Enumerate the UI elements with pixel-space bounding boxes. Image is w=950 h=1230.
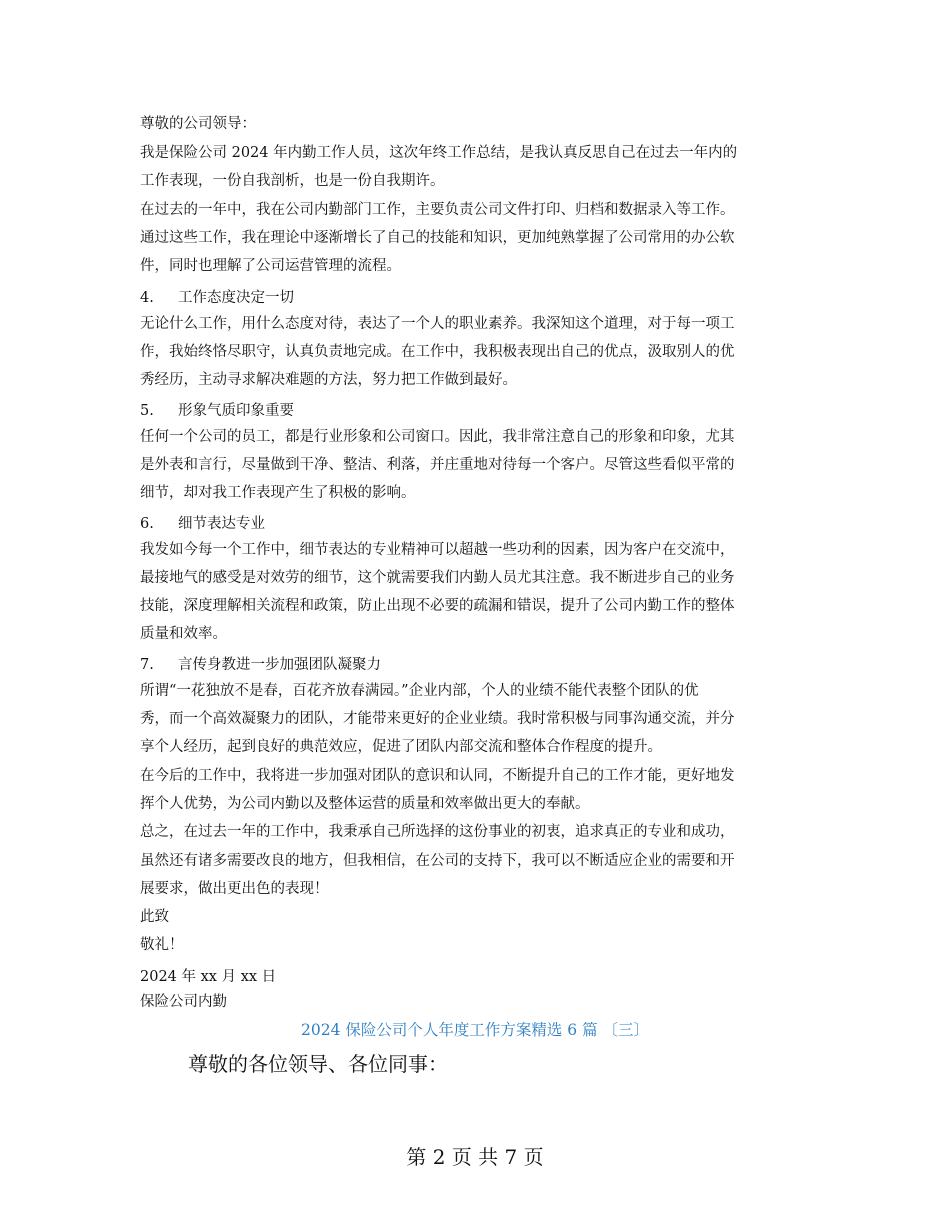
- section-line: 秀经历，主动寻求解决难题的方法，努力把工作做到最好。: [140, 372, 517, 388]
- next-article-greeting: 尊敬的各位领导、各位同事：: [188, 1052, 448, 1076]
- page-footer: 第 2 页 共 7 页: [406, 1145, 544, 1169]
- section-title: 言传身教进一步加强团队凝聚力: [178, 657, 381, 673]
- section-number: 7.: [140, 657, 154, 673]
- section-line: 秀，而一个高效凝聚力的团队，才能带来更好的企业业绩。我时常积极与同事沟通交流，并分: [140, 711, 735, 727]
- section-line: 所谓“一花独放不是春，百花齐放春满园。”企业内部，个人的业绩不能代表整个团队的优: [140, 683, 699, 699]
- section-line: 作，我始终恪尽职守，认真负责地完成。在工作中，我积极表现出自己的优点，汲取别人的优: [140, 344, 735, 360]
- intro-line: 工作表现，一份自我剖析，也是一份自我期许。: [140, 173, 445, 189]
- future-line: 挥个人优势，为公司内勤以及整体运营的质量和效率做出更大的奉献。: [140, 796, 590, 812]
- closing-line: 此致: [140, 909, 169, 925]
- summary-line: 总之，在过去一年的工作中，我秉承自己所选择的这份事业的初衷，追求真正的专业和成功，: [140, 824, 735, 840]
- section-heading: [140, 655, 381, 675]
- section-line: 无论什么工作，用什么态度对待，表达了一个人的职业素养。我深知这个道理，对于每一项工: [140, 316, 735, 332]
- summary-line: 展要求，做出更出色的表现！: [140, 881, 329, 897]
- work-desc-line: 在过去的一年中，我在公司内勤部门工作，主要负责公司文件打印、归档和数据录入等工作。: [140, 202, 735, 218]
- future-line: 在今后的工作中，我将进一步加强对团队的意识和认同，不断提升自己的工作才能，更好地发: [140, 768, 735, 784]
- section-number: 5.: [140, 403, 154, 419]
- intro-line: 我是保险公司 2024 年内勤工作人员，这次年终工作总结，是我认真反思自己在过去一年内的: [140, 145, 738, 161]
- summary-line: 虽然还有诸多需要改良的地方，但我相信，在公司的支持下，我可以不断适应企业的需要和开: [140, 853, 735, 869]
- section-line: 质量和效率。: [140, 626, 227, 642]
- section-line: 最接地气的感受是对效劳的细节，这个就需要我们内勤人员尤其注意。我不断进步自己的业务: [140, 570, 735, 586]
- section-heading: [140, 288, 294, 308]
- section-line: 技能，深度理解相关流程和政策，防止出现不必要的疏漏和错误，提升了公司内勤工作的整体: [140, 598, 735, 614]
- section-line: 任何一个公司的员工，都是行业形象和公司窗口。因此，我非常注意自己的形象和印象，尤其: [140, 429, 735, 445]
- letter-signature: 保险公司内勤: [140, 994, 227, 1010]
- section-line: 是外表和言行，尽量做到干净、整洁、利落，并庄重地对待每一个客户。尽管这些看似平常的: [140, 457, 735, 473]
- section-number: 4.: [140, 290, 154, 306]
- closing-salute: 敬礼！: [140, 937, 184, 953]
- work-desc-line: 通过这些工作，我在理论中逐渐增长了自己的技能和知识，更加纯熟掌握了公司常用的办公软: [140, 230, 735, 246]
- section-title: 细节表达专业: [178, 516, 265, 532]
- section-line: 享个人经历，起到良好的典范效应，促进了团队内部交流和整体合作程度的提升。: [140, 739, 662, 755]
- work-desc-line: 件，同时也理解了公司运营管理的流程。: [140, 258, 401, 274]
- section-line: 我发如今每一个工作中，细节表达的专业精神可以超越一些功利的因素，因为客户在交流中，: [140, 542, 735, 558]
- section-title: 工作态度决定一切: [178, 290, 294, 306]
- section-line: 细节，却对我工作表现产生了积极的影响。: [140, 485, 416, 501]
- letter-greeting: 尊敬的公司领导：: [140, 116, 256, 132]
- next-article-title: 2024 保险公司个人年度工作方案精选 6 篇 〔三〕: [300, 1021, 650, 1039]
- section-title: 形象气质印象重要: [178, 403, 294, 419]
- section-heading: [140, 401, 294, 421]
- letter-date: 2024 年 xx 月 xx 日: [140, 969, 277, 985]
- section-number: 6.: [140, 516, 154, 532]
- section-heading: [140, 514, 265, 534]
